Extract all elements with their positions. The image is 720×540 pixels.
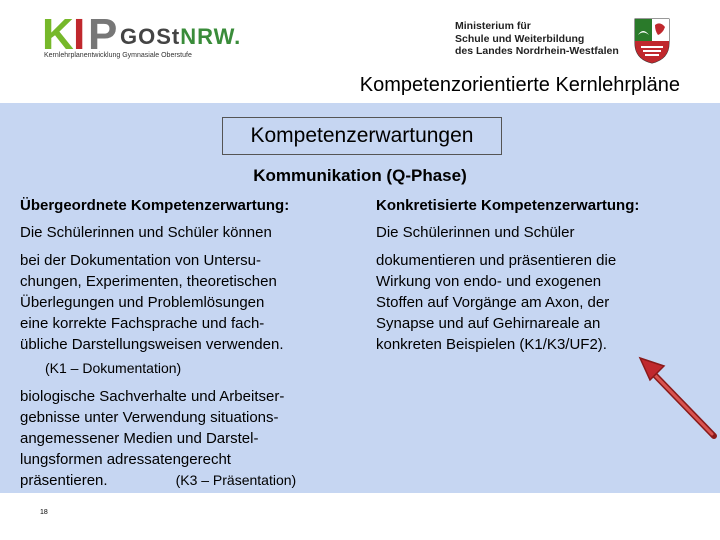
left-item-2: biologische Sachverhalte und Arbeitser- gebnisse unter Verwendung situations- angemessener Medien und Darstel- lungsformen adressatengerecht präsentieren. (K3 – Präsentation)	[20, 388, 297, 489]
nrw-crest-icon	[633, 17, 671, 65]
logo-letter-k: K	[42, 10, 72, 59]
right-heading: Konkretisierte Kompetenzerwartung:	[376, 197, 640, 214]
left-item-1-code: (K1 – Dokumentation)	[45, 360, 182, 376]
kip-gost-logo	[40, 10, 240, 66]
page-number: 18	[40, 509, 48, 516]
logo-letter-i: I	[73, 10, 86, 59]
logo-subtitle: Kernlehrplanentwicklung Gymnasiale Oberstufe	[44, 52, 192, 59]
right-item-1: dokumentieren und präsentieren die Wirkung von endo- und exogenen Stoffen auf Vorgänge am Axon, der Synapse und auf Gehirnareale an konkreten Beispielen (K1/K3/UF2).	[376, 252, 617, 353]
subtitle: Kommunikation (Q-Phase)	[253, 166, 467, 185]
right-intro: Die Schülerinnen und Schüler	[376, 224, 575, 241]
logo-gost-nrw: GOStNRW.	[120, 24, 242, 49]
ministry-name: Ministerium für Schule und Weiterbildung des Landes Nordrhein-Westfalen	[455, 20, 619, 57]
red-arrow-icon	[620, 330, 720, 440]
logo-letter-p: P	[88, 10, 118, 59]
left-intro: Die Schülerinnen und Schüler können	[20, 224, 272, 241]
page-title: Kompetenzorientierte Kernlehrpläne	[359, 74, 680, 96]
left-item-1: bei der Dokumentation von Untersu- chungen, Experimenten, theoretischen Überlegungen und Problemlösungen eine korrekte Fachsprache und fach- übliche Darstellungsweisen verwenden.	[20, 252, 284, 353]
left-heading: Übergeordnete Kompetenzerwartung:	[20, 197, 290, 214]
left-item-2-code: (K3 – Präsentation)	[175, 472, 297, 488]
section-title: Kompetenzerwartungen	[222, 117, 502, 155]
